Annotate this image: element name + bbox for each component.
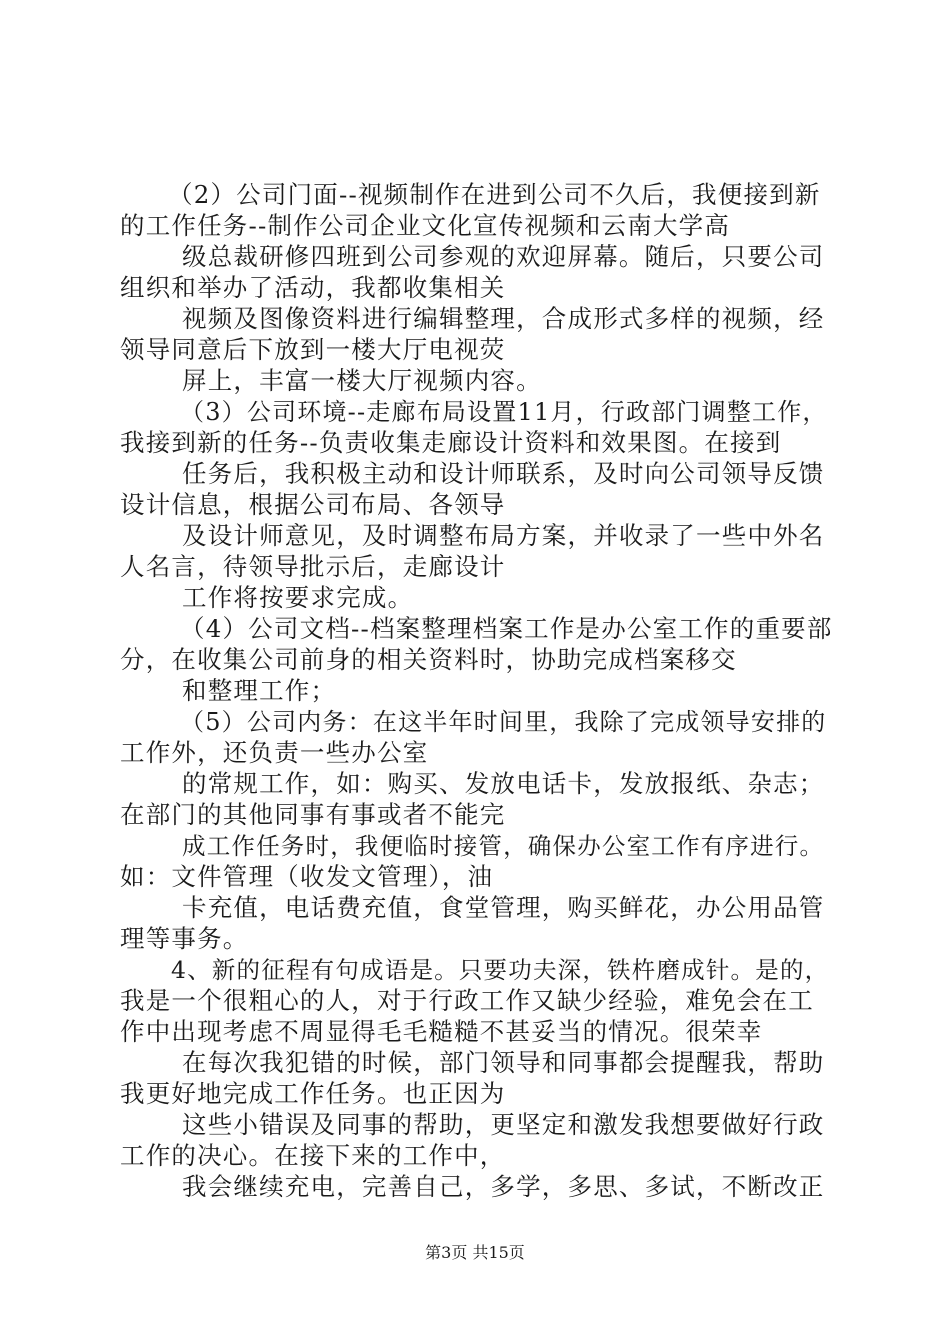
- text-line: 视频及图像资料进行编辑整理，合成形式多样的视频，经: [182, 304, 825, 333]
- text-line: 工作的决心。在接下来的工作中，: [120, 1141, 506, 1170]
- text-line: 我是一个很粗心的人，对于行政工作又缺少经验，难免会在工: [120, 986, 814, 1015]
- text-line: 如：文件管理（收发文管理），油: [120, 862, 494, 891]
- text-line: 工作将按要求完成。: [182, 583, 414, 612]
- text-line: 工作外，还负责一些办公室: [120, 738, 429, 767]
- text-line: 的常规工作，如：购买、发放电话卡，发放报纸、杂志；: [182, 769, 825, 798]
- text-line: 我会继续充电，完善自己，多学，多思、多试，不断改正: [182, 1172, 825, 1201]
- text-line: 在每次我犯错的时候，部门领导和同事都会提醒我，帮助: [182, 1048, 825, 1077]
- text-line: 卡充值，电话费充值，食堂管理，购买鲜花，办公用品管: [182, 893, 825, 922]
- text-line: 组织和举办了活动，我都收集相关: [120, 273, 506, 302]
- text-line: 理等事务。: [120, 924, 249, 953]
- text-line: 4、新的征程有句成语是。只要功夫深，铁杵磨成针。是的，: [171, 956, 830, 984]
- text-line: 领导同意后下放到一楼大厅电视荧: [120, 335, 506, 364]
- text-line: 这些小错误及同事的帮助，更坚定和激发我想要做好行政: [182, 1110, 825, 1139]
- text-line: 作中出现考虑不周显得毛毛糙糙不甚妥当的情况。很荣幸: [120, 1017, 763, 1046]
- text-line: 和整理工作；: [182, 676, 337, 705]
- text-line: 在部门的其他同事有事或者不能完: [120, 800, 506, 829]
- text-line: 人名言，待领导批示后，走廊设计: [120, 552, 506, 581]
- text-line: 我更好地完成工作任务。也正因为: [120, 1079, 506, 1108]
- text-line: 及设计师意见，及时调整布局方案，并收录了一些中外名: [182, 521, 825, 550]
- text-line: （3）公司环境--走廊布局设置11月，行政部门调整工作，: [180, 398, 828, 426]
- text-line: 分，在收集公司前身的相关资料时，协助完成档案移交: [120, 645, 737, 674]
- text-line: 任务后，我积极主动和设计师联系，及时向公司领导反馈: [182, 459, 825, 488]
- page-number-footer: 第3页 共15页: [425, 1243, 525, 1262]
- text-line: 我接到新的任务--负责收集走廊设计资料和效果图。在接到: [120, 428, 782, 457]
- text-line: 设计信息，根据公司布局、各领导: [120, 490, 506, 519]
- text-line: （5）公司内务：在这半年时间里，我除了完成领导安排的: [180, 708, 827, 736]
- text-line: 成工作任务时，我便临时接管，确保办公室工作有序进行。: [182, 832, 825, 860]
- text-line: 级总裁研修四班到公司参观的欢迎屏幕。随后，只要公司: [182, 242, 825, 271]
- text-line: 的工作任务--制作公司企业文化宣传视频和云南大学高: [120, 211, 731, 240]
- text-line: （4）公司文档--档案整理档案工作是办公室工作的重要部: [180, 614, 833, 643]
- text-line: 屏上，丰富一楼大厅视频内容。: [182, 366, 542, 395]
- text-line: （2）公司门面--视频制作在进到公司不久后，我便接到新: [168, 180, 821, 209]
